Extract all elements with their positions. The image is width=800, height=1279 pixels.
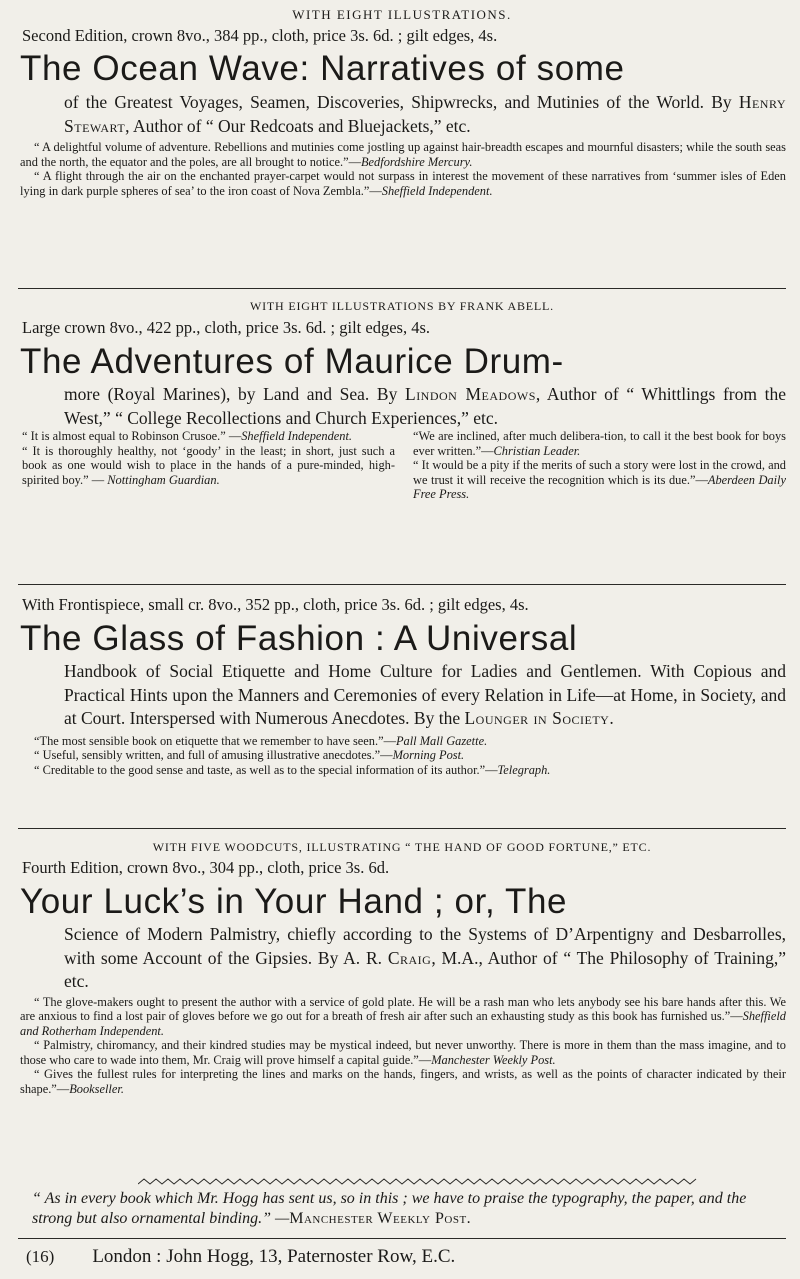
review-quote: “ It would be a pity if the merits of such a story were lost in the crowd, and we trust it will receive the recognition which is its due.”—Aberdeen Daily Free Press.	[413, 458, 786, 501]
reviews	[18, 140, 786, 198]
book-title: The Ocean Wave: Narratives of some	[20, 49, 625, 88]
reviews-right	[413, 429, 786, 502]
review-quote: “ The glove-makers ought to present the author with a service of gold plate. He will be a rash man who lets anybody see his bare hands after this. We are anxious to find a lost pair of gloves before we go out for a breath of fresh air after such an exhausting study as this book has furnished us.”—Sheffield and Rotherham Independent.	[20, 994, 786, 1038]
reviews-left	[22, 429, 395, 502]
closing-quote-source: Manchester Weekly Post.	[289, 1210, 472, 1227]
review-quote: “We are inclined, after much delibera-tion, to call it the best book for boys ever written.”—Christian Leader.	[413, 429, 786, 458]
book-ocean-wave	[18, 26, 786, 198]
divider	[18, 1238, 786, 1239]
divider	[18, 828, 786, 829]
review-quote: “ It is almost equal to Robinson Crusoe.” —Sheffield Independent.	[22, 429, 353, 443]
running-head: WITH EIGHT ILLUSTRATIONS.	[292, 7, 512, 22]
page-footer	[26, 1246, 786, 1268]
book-title: The Adventures of Maurice Drum-	[20, 342, 564, 381]
book-title: The Glass of Fashion : A Universal	[20, 619, 578, 658]
divider	[18, 288, 786, 289]
book-glass-of-fashion	[18, 595, 786, 777]
review-quote: “ It is thoroughly healthy, not ‘goody’ in the least; in short, just such a book as one would wish to place in the hands of a pure-minded, high-spirited boy.” — Nottingham Guardian.	[22, 443, 395, 487]
review-quote: “ Creditable to the good sense and taste, as well as to the special information of its author.”—Telegraph.	[34, 762, 551, 777]
review-quote: “ Palmistry, chiromancy, and their kindred studies may be mystical indeed, but never unworthy. There is more in them than the mass imagine, and to those who care to wade into them, Mr. Craig will prove himself a capital guide.”—Manchester Weekly Post.	[20, 1038, 786, 1067]
book-description: more (Royal Marines), by Land and Sea. By Lindon Meadows, Author of “ Whittlings from the West,” “ College Recollections and Church Experiences,” etc.	[64, 384, 786, 428]
book-description: Science of Modern Palmistry, chiefly according to the Systems of D’Arpentigny and Desbarrolles, with some Account of the Gipsies. By A. R. Craig, M.A., Author of “ The Philosophy of Training,” etc.	[64, 924, 786, 991]
author-name: Henry Stewart	[64, 92, 786, 136]
publication-details: Second Edition, crown 8vo., 384 pp., cloth, price 3s. 6d. ; gilt edges, 4s.	[22, 26, 498, 45]
book-your-lucks-in-your-hand	[18, 839, 786, 1096]
book-maurice-drummore	[18, 298, 786, 502]
publisher-imprint: London : John Hogg, 13, Paternoster Row, E.C.	[92, 1246, 456, 1267]
author-name: Craig	[387, 947, 432, 968]
review-quote: “The most sensible book on etiquette that we remember to have seen.”—Pall Mall Gazette.	[34, 733, 488, 748]
review-quote: “ A flight through the air on the enchanted prayer-carpet would not surpass in interest the movement of these narratives from ‘summer isles of Eden lying in dark purple spheres of sea’ to the iron coast of Nova Zembla.”—Sheffield Independent.	[20, 169, 786, 198]
publication-details: Fourth Edition, crown 8vo., 304 pp., cloth, price 3s. 6d.	[22, 858, 390, 877]
review-quote: “ Gives the fullest rules for interpreting the lines and marks on the hands, fingers, and wrists, as well as the points of character indicated by their shape.”—Bookseller.	[20, 1067, 786, 1096]
zigzag-ornament	[138, 1178, 698, 1186]
illustration-note: WITH EIGHT ILLUSTRATIONS BY FRANK ABELL.	[250, 299, 554, 313]
review-quote: “ A delightful volume of adventure. Rebellions and mutinies come jostling up against hair-breadth escapes and mournful disasters; while the south seas and the north, the equator and the poles, are all brought to notice.”—Bedfordshire Mercury.	[20, 140, 786, 169]
review-quote: “ Useful, sensibly written, and full of amusing illustrative anecdotes.”—Morning Post.	[34, 748, 465, 762]
book-description: of the Greatest Voyages, Seamen, Discoveries, Shipwrecks, and Mutinies of the World. By Henry Stewart, Author of “ Our Redcoats and Bluejackets,” etc.	[64, 92, 786, 136]
reviews-columns	[18, 429, 786, 502]
publication-details: With Frontispiece, small cr. 8vo., 352 pp., cloth, price 3s. 6d. ; gilt edges, 4s.	[22, 595, 529, 614]
book-title: Your Luck’s in Your Hand ; or, The	[20, 882, 568, 921]
publication-details: Large crown 8vo., 422 pp., cloth, price 3s. 6d. ; gilt edges, 4s.	[22, 318, 430, 337]
closing-quote: “ As in every book which Mr. Hogg has sent us, so in this ; we have to praise the typography, the paper, and the strong but also ornamental binding.” —Manchester Weekly Post.	[32, 1190, 747, 1227]
illustration-note: WITH FIVE WOODCUTS, ILLUSTRATING “ THE HAND OF GOOD FORTUNE,” ETC.	[152, 840, 652, 854]
author-name: Lindon Meadows	[405, 384, 536, 404]
page-number: (16)	[26, 1247, 55, 1266]
divider	[18, 584, 786, 585]
book-description: Handbook of Social Etiquette and Home Culture for Ladies and Gentlemen. With Copious and Practical Hints upon the Manners and Ceremonies of every Relation in Life—at Home, in Society, and at Court. Interspersed with Numerous Anecdotes. By the Lounger in Society.	[64, 661, 786, 728]
reviews	[18, 734, 786, 778]
reviews	[18, 995, 786, 1097]
author-name: Lounger in Society	[464, 708, 610, 728]
